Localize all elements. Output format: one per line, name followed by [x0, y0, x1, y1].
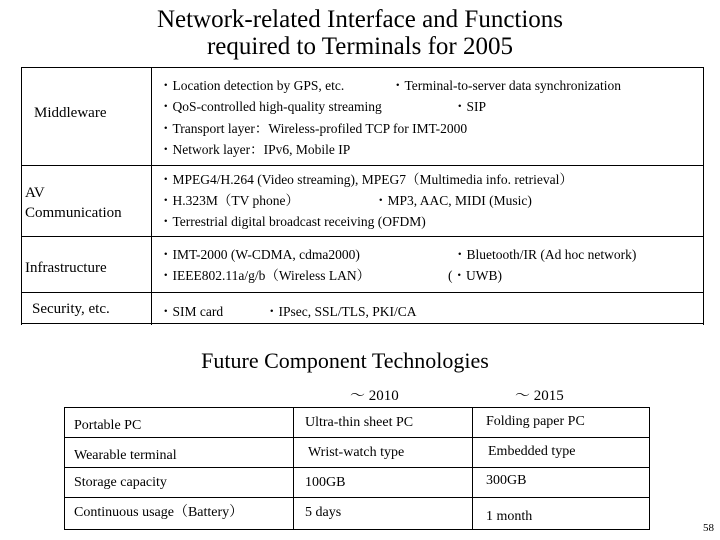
function-item: ・SIP [453, 99, 487, 114]
row-divider [22, 236, 703, 237]
row-divider [65, 437, 649, 438]
value-2015: Folding paper PC [486, 414, 585, 429]
category-middleware: Middleware [34, 105, 107, 121]
row-label: Portable PC [74, 418, 142, 433]
function-item: ・MP3, AAC, MIDI (Music) [374, 193, 532, 208]
function-item: ・QoS-controlled high-quality streaming [159, 99, 382, 114]
value-2010: 100GB [305, 475, 346, 490]
functions-table [21, 67, 704, 325]
function-item: (・UWB) [448, 268, 502, 283]
future-title: Future Component Technologies [201, 348, 489, 373]
row-divider [22, 292, 703, 293]
function-item: ・Location detection by GPS, etc. [159, 78, 345, 93]
function-item: ・IMT-2000 (W-CDMA, cdma2000) [159, 247, 360, 262]
row-label: Wearable terminal [74, 448, 177, 463]
function-item: ・Bluetooth/IR (Ad hoc network) [453, 247, 637, 262]
function-item: ・H.323M（TV phone） [159, 193, 299, 208]
row-label: Storage capacity [74, 475, 167, 490]
column-header-2015: ～ 2015 [515, 388, 564, 404]
category-infrastructure: Infrastructure [25, 260, 107, 276]
function-item: ・Terminal-to-server data synchronization [391, 78, 621, 93]
function-item: ・MPEG4/H.264 (Video streaming), MPEG7（Multimedia info. retrieval） [159, 172, 573, 187]
row-divider [22, 165, 703, 166]
slide-title-line-1: Network-related Interface and Functions [156, 6, 564, 33]
value-2015: 1 month [486, 509, 533, 524]
page-number: 58 [703, 522, 714, 534]
value-2015: 300GB [486, 473, 527, 488]
row-divider [65, 497, 649, 498]
function-item: ・Transport layer：Wireless-profiled TCP for IMT-2000 [159, 121, 468, 136]
value-2010: Wrist-watch type [308, 445, 405, 460]
value-2015: Embedded type [488, 444, 576, 459]
function-item: ・IEEE802.11a/g/b（Wireless LAN） [159, 268, 371, 283]
future-table [64, 407, 650, 530]
column-divider [151, 67, 152, 325]
function-item: ・SIM card [159, 304, 224, 319]
function-item: ・Network layer：IPv6, Mobile IP [159, 142, 351, 157]
column-header-2010: ～ 2010 [350, 388, 399, 404]
function-item: ・IPsec, SSL/TLS, PKI/CA [265, 304, 417, 319]
category-av-line-2: Communication [25, 205, 122, 221]
column-divider [472, 408, 473, 529]
table-border-top [22, 67, 703, 68]
column-divider [293, 408, 294, 529]
table-border-bottom [22, 323, 703, 324]
category-av-line-1: AV [25, 185, 45, 201]
function-item: ・Terrestrial digital broadcast receiving (OFDM) [159, 214, 426, 229]
row-label: Continuous usage（Battery） [74, 505, 244, 520]
category-security: Security, etc. [32, 301, 110, 317]
row-divider [65, 467, 649, 468]
value-2010: 5 days [305, 505, 342, 520]
value-2010: Ultra-thin sheet PC [305, 415, 414, 430]
slide-title-line-2: required to Terminals for 2005 [206, 33, 514, 60]
